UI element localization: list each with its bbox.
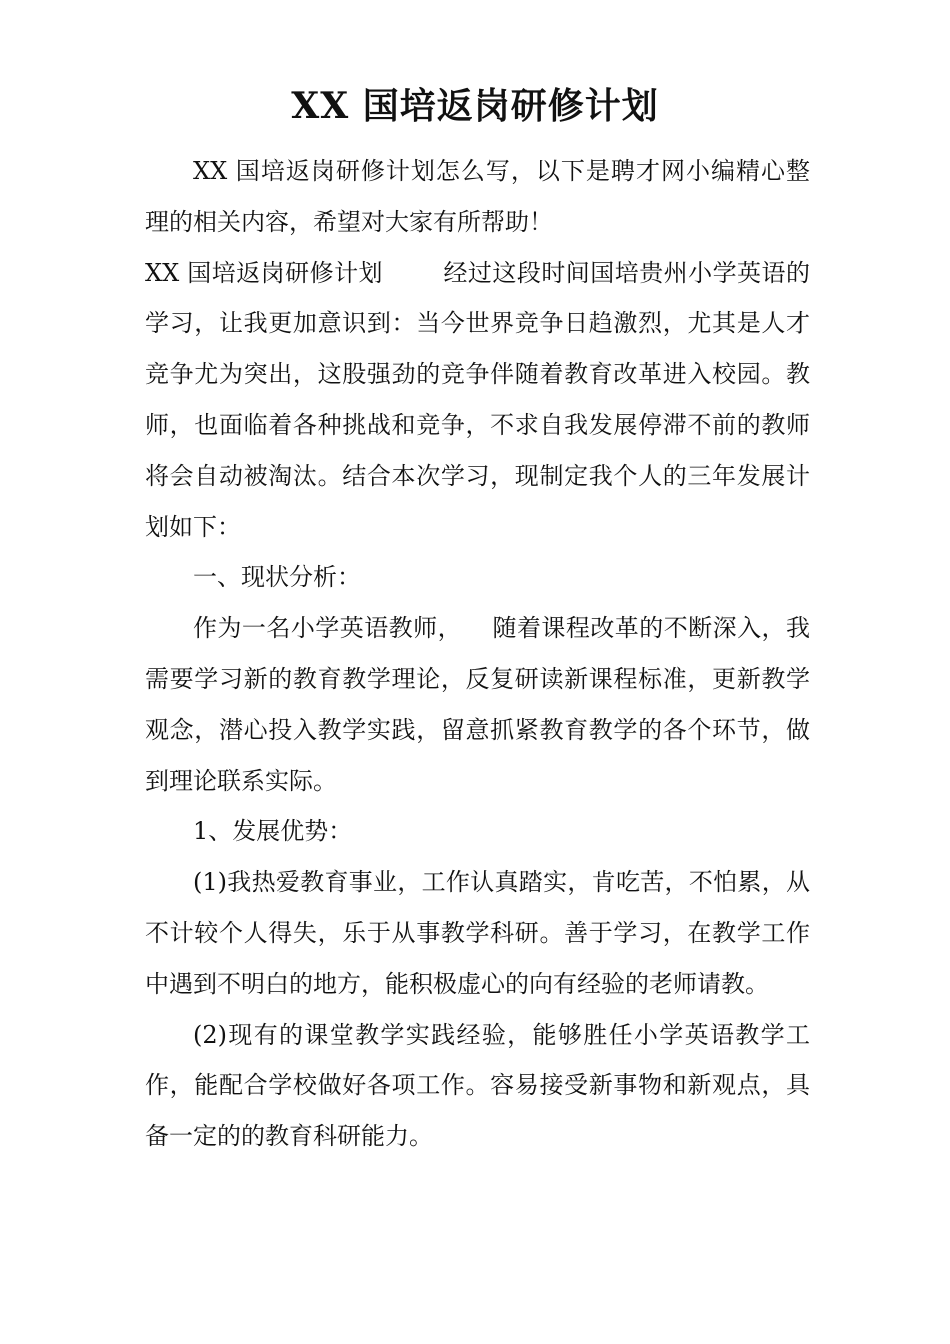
advantage-item-1: (1)我热爱教育事业，工作认真踏实，肯吃苦，不怕累，从不计较个人得失，乐于从事教学科研。善于学习，在教学工作中遇到不明白的地方，能积极虚心的向有经验的老师请教。: [145, 868, 810, 998]
intro-paragraph: XX 国培返岗研修计划怎么写，以下是聘才网小编精心整理的相关内容，希望对大家有所帮助！: [145, 157, 810, 236]
subheading-advantages: 1、发展优势：: [193, 817, 353, 846]
status-paragraph: [145, 603, 810, 806]
advantage-item-2: (2)现有的课堂教学实践经验，能够胜任小学英语教学工作，能配合学校做好各项工作。容易接受新事物和新观点，具备一定的的教育科研能力。: [145, 1020, 810, 1151]
section-heading-status: 一、现状分析：: [193, 563, 361, 592]
plan-paragraph: [145, 248, 810, 553]
document-title: XX 国培返岗研修计划: [291, 85, 659, 127]
document-body: [145, 146, 810, 1162]
status-lead: 作为一名小学英语教师，: [193, 614, 463, 643]
status-text: 随着课程改革的不断深入，我需要学习新的教育教学理论，反复研读新课程标准，更新教学观念，潜心投入教学实践，留意抓紧教育教学的各个环节，做到理论联系实际。: [145, 614, 811, 795]
inline-heading: XX 国培返岗研修计划: [145, 258, 383, 287]
plan-text: 经过这段时间国培贵州小学英语的学习，让我更加意识到：当今世界竞争日趋激烈，尤其是人才竞争尤为突出，这股强劲的竞争伴随着教育改革进入校园。教师，也面临着各种挑战和竞争，不求自我发展停滞不前的教师将会自动被淘汰。结合本次学习，现制定我个人的三年发展计划如下：: [145, 258, 810, 541]
